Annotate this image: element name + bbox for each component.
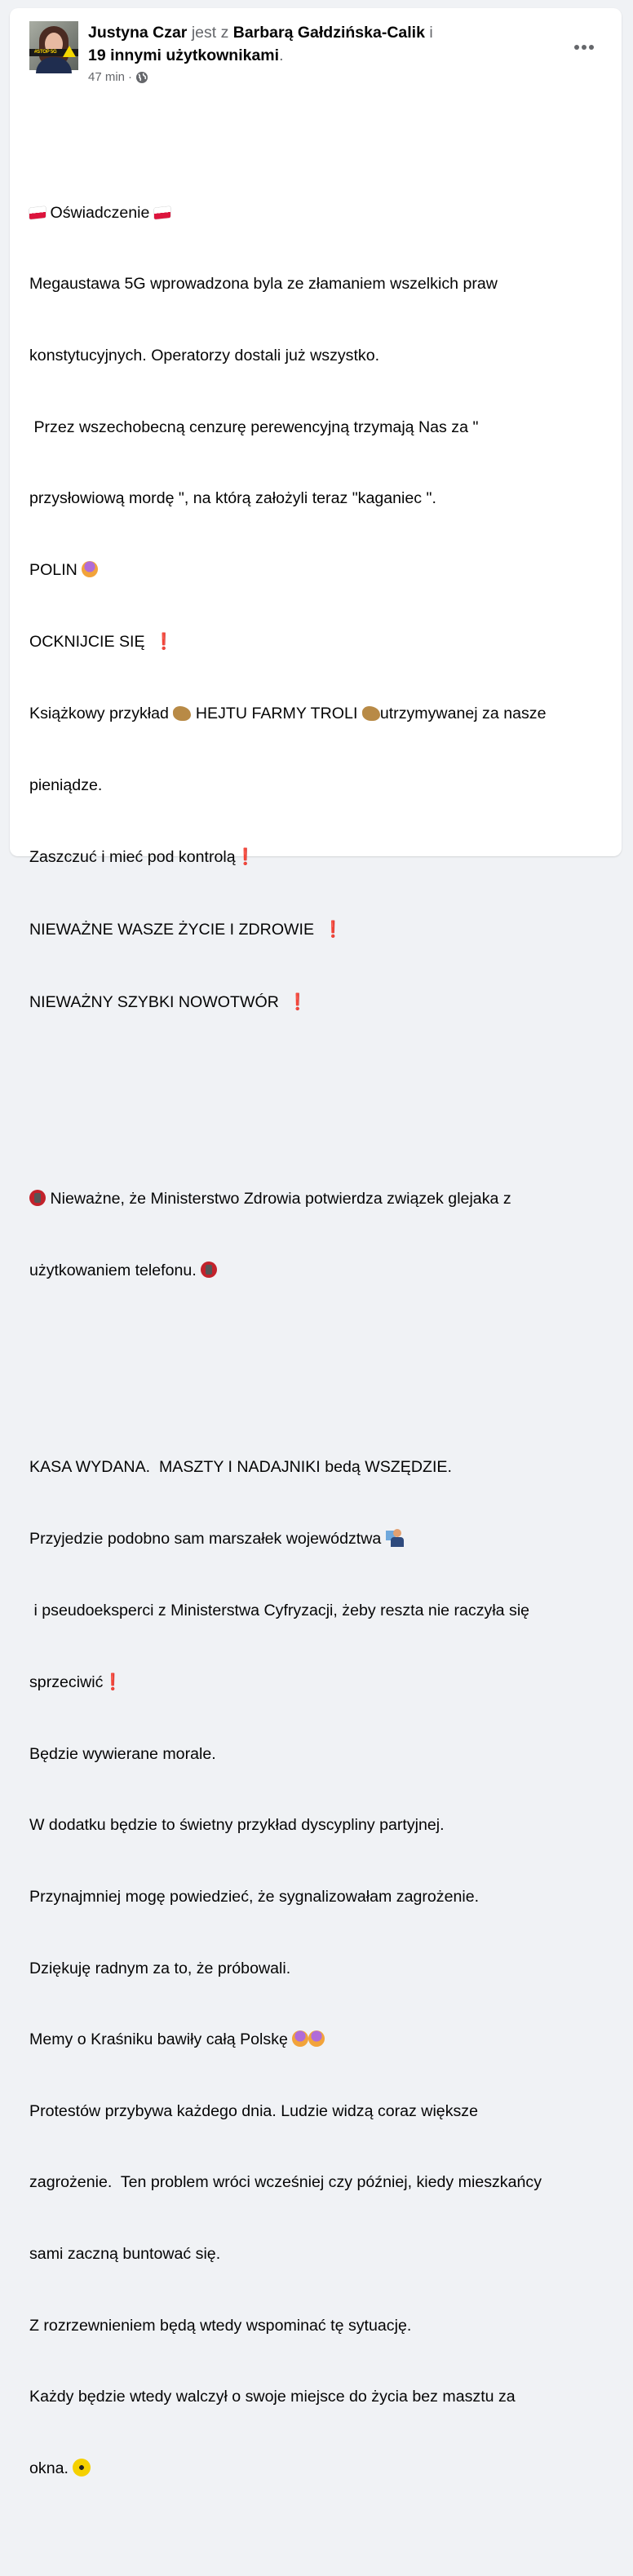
radioactive-icon xyxy=(73,2459,91,2477)
tagged-person-link[interactable]: Barbarą Gałdzińska-Calik xyxy=(232,24,425,42)
text-line: Megaustawa 5G wprowadzona byla ze złamaniem wszelkich praw xyxy=(29,275,498,294)
person-presenting-icon xyxy=(386,1529,404,1547)
and-text: i xyxy=(429,24,433,42)
text-line: i pseudoeksperci z Ministerstwa Cyfryzacji, żeby reszta nie raczyła się xyxy=(29,1601,530,1619)
post-card xyxy=(10,8,622,2477)
text-segment: sprzeciwić xyxy=(29,1673,104,1692)
warning-icon xyxy=(63,46,76,57)
no-mobile-phones-icon xyxy=(29,1190,46,1206)
more-horizontal-icon xyxy=(582,45,587,50)
text-line: Przez wszechobecną cenzurę perewencyjną trzymają Nas za " xyxy=(29,418,479,436)
text-segment: Memy o Kraśniku bawiły całą Polskę xyxy=(29,2030,288,2049)
text-segment: Książkowy przykład xyxy=(29,705,169,723)
more-horizontal-icon xyxy=(574,45,579,50)
text-segment: NIEWAŻNE WASZE ŻYCIE I ZDROWIE xyxy=(29,920,315,939)
text-line xyxy=(29,2028,610,2052)
exhausted-face-icon xyxy=(308,2030,325,2047)
text-line: sami zaczną buntować się. xyxy=(29,2245,221,2264)
post-header xyxy=(29,21,602,95)
text-line: pieniądze. xyxy=(29,775,103,794)
exclamation-icon: ❗ xyxy=(103,1672,123,1692)
post-meta xyxy=(88,69,545,86)
meta-separator: · xyxy=(128,70,133,84)
avatar-banner: #STOP 5G xyxy=(29,49,78,56)
paragraph-1 xyxy=(29,153,610,1062)
text-line xyxy=(29,917,610,942)
post-title xyxy=(88,21,545,67)
period-text: . xyxy=(279,46,284,64)
exclamation-icon: ❗ xyxy=(322,919,343,939)
text-segment: okna. xyxy=(29,2459,69,2477)
exhausted-face-icon xyxy=(82,561,98,577)
text-line: W dodatku będzie to świetny przykład dyscypliny partyjnej. xyxy=(29,1816,445,1835)
scorpion-icon xyxy=(362,706,380,721)
with-text: jest z xyxy=(191,24,229,42)
text-segment: Nieważne, że Ministerstwo Zdrowia potwierdza związek glejaka z xyxy=(50,1190,511,1208)
avatar[interactable] xyxy=(29,21,78,70)
text-line xyxy=(29,630,610,654)
text-line xyxy=(29,845,610,869)
post-body xyxy=(29,106,610,2576)
scorpion-icon xyxy=(173,706,191,721)
others-link[interactable]: 19 innymi użytkownikami xyxy=(88,46,280,64)
text-line xyxy=(29,990,610,1014)
text-segment: Zaszczuć i mieć pod kontrolą xyxy=(29,848,236,867)
exclamation-icon: ❗ xyxy=(235,847,256,867)
text-line: Każdy będzie wtedy walczył o swoje miejsce do życia bez masztu za xyxy=(29,2388,516,2406)
text-segment: użytkowaniem telefonu. xyxy=(29,1261,197,1279)
text-line: konstytucyjnych. Operatorzy dostali już wszystko. xyxy=(29,347,380,365)
more-horizontal-icon xyxy=(589,45,594,50)
text-line xyxy=(29,1527,610,1551)
globe-icon[interactable] xyxy=(135,71,148,84)
statement-title: Oświadczenie xyxy=(50,203,150,222)
text-segment: HEJTU FARMY TROLI xyxy=(195,705,358,723)
paragraph-3 xyxy=(29,1408,610,2529)
text-segment: utrzymywanej za nasze xyxy=(379,705,547,723)
text-line: KASA WYDANA. MASZTY I NADAJNIKI bedą WSZĘDZIE. xyxy=(29,1458,452,1477)
text-line: Z rozrzewnieniem będą wtedy wspominać tę sytuację. xyxy=(29,2316,412,2335)
timestamp-link[interactable]: 47 min xyxy=(88,70,126,84)
post-title-block xyxy=(88,21,545,86)
text-line xyxy=(29,1187,610,1211)
polish-flag-icon xyxy=(154,206,170,219)
text-line: Dziękuję radnym za to, że próbowali. xyxy=(29,1959,291,1977)
paragraph-2 xyxy=(29,1140,610,1331)
text-line: zagrożenie. Ten problem wróci wcześniej czy później, kiedy mieszkańcy xyxy=(29,2173,542,2192)
text-segment: Przyjedzie podobno sam marszałek województwa xyxy=(29,1529,382,1548)
text-line xyxy=(29,1670,610,1695)
no-mobile-phones-icon xyxy=(201,1261,217,1278)
text-line xyxy=(29,2457,610,2481)
exclamation-icon: ❗ xyxy=(153,632,174,652)
text-line: Będzie wywierane morale. xyxy=(29,1744,216,1763)
text-line xyxy=(29,559,610,582)
exclamation-icon: ❗ xyxy=(287,992,308,1011)
text-line: Przynajmniej mogę powiedzieć, że sygnalizowałam zagrożenie. xyxy=(29,1888,480,1907)
text-line xyxy=(29,1259,610,1283)
text-segment: POLIN xyxy=(29,560,77,579)
text-segment: OCKNIJCIE SIĘ xyxy=(29,633,145,652)
author-link[interactable]: Justyna Czar xyxy=(88,24,188,42)
text-segment: NIEWAŻNY SZYBKI NOWOTWÓR xyxy=(29,992,279,1011)
polish-flag-icon xyxy=(29,206,46,219)
text-line: przysłowiową mordę ", na którą założyli teraz "kaganiec ". xyxy=(29,489,436,508)
more-options-button[interactable] xyxy=(569,38,599,57)
text-line: Protestów przybywa każdego dnia. Ludzie widzą coraz większe xyxy=(29,2101,478,2120)
text-line xyxy=(29,201,610,225)
exhausted-face-icon xyxy=(292,2030,308,2047)
text-line xyxy=(29,702,610,726)
